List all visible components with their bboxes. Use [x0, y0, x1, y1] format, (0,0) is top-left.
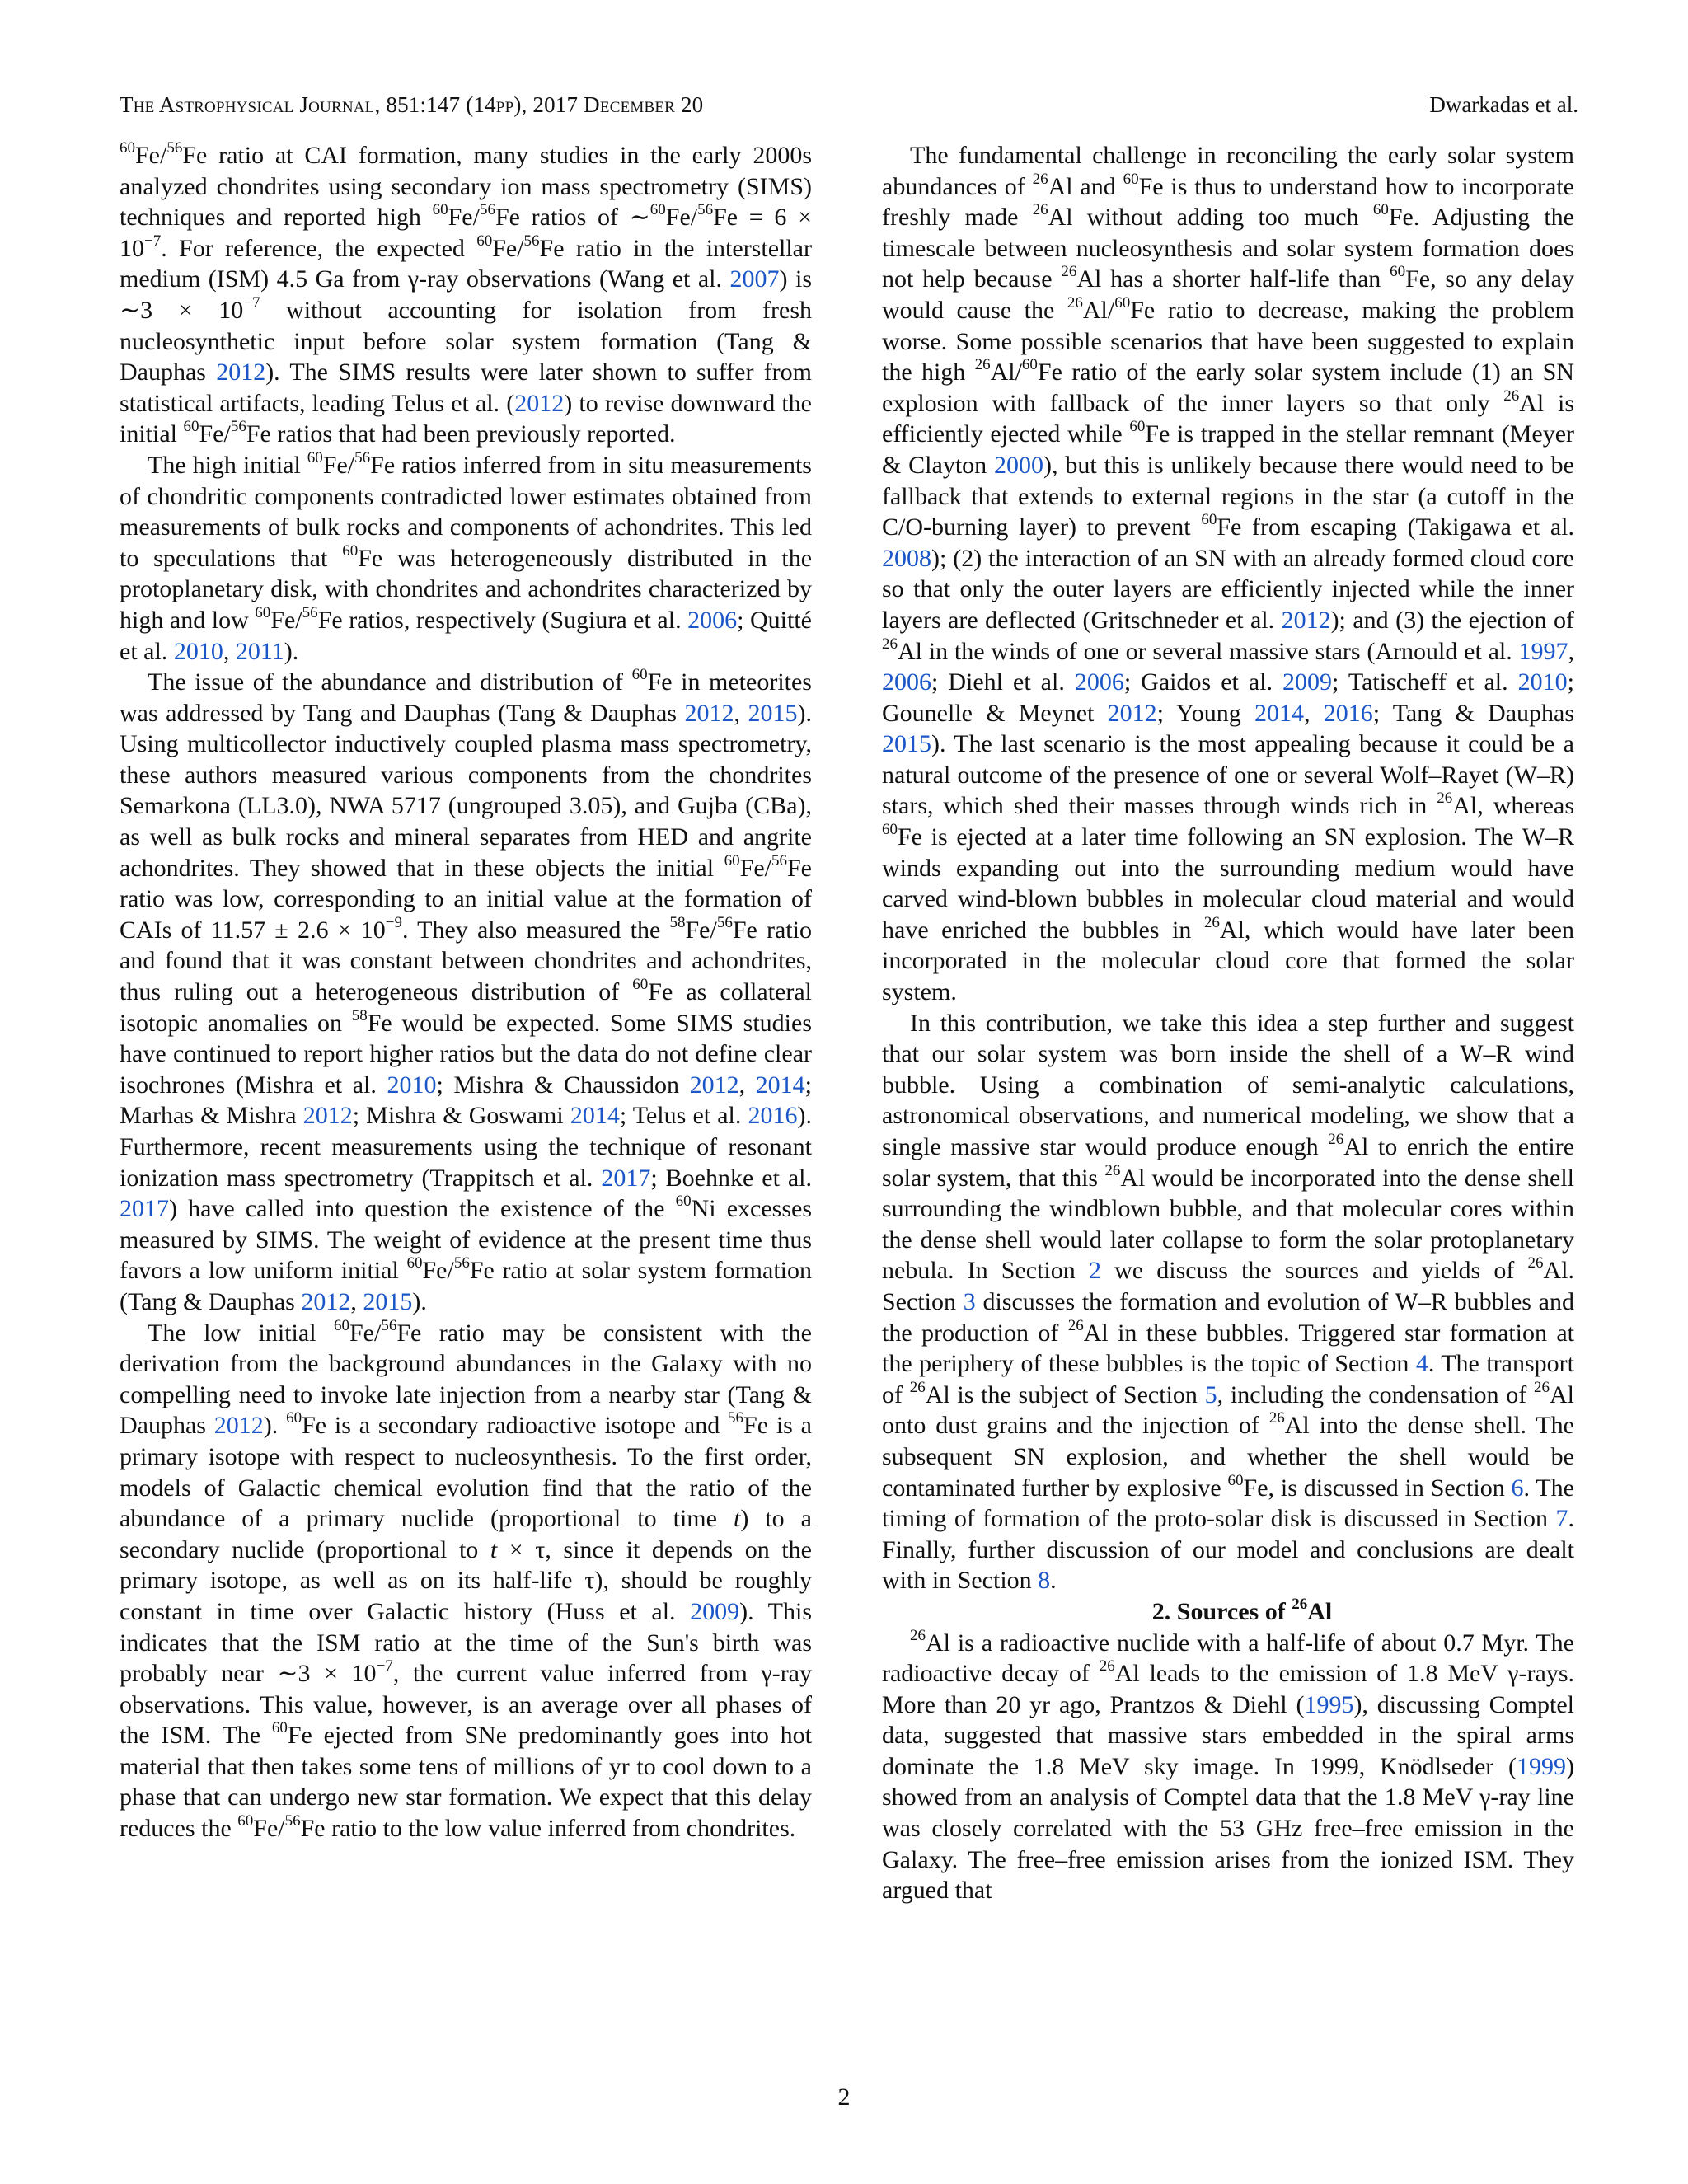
citation-link[interactable]: 2006	[882, 668, 931, 696]
superscript: 56	[771, 851, 787, 869]
superscript: 58	[351, 1006, 368, 1024]
citation-link[interactable]: 2009	[1282, 668, 1333, 696]
page-number: 2	[837, 2083, 851, 2111]
running-header	[120, 92, 1578, 118]
superscript: 26	[1032, 170, 1048, 188]
superscript: 56	[728, 1409, 744, 1427]
right-column	[882, 140, 1574, 1906]
superscript: 60	[1114, 293, 1131, 312]
citation-link[interactable]: 2000	[994, 451, 1043, 479]
citation-link[interactable]: 2015	[882, 730, 931, 758]
superscript: 60	[237, 1812, 254, 1830]
citation-link[interactable]: 1997	[1518, 637, 1568, 665]
superscript: 56	[453, 1254, 470, 1272]
paragraph: The issue of the abundance and distribution of $^{60}$Fe in meteorites was addressed by Tang and Dauphas (Tang & Dauphas 2012, 2015). Using multicollector inductively coupled plasma mass spectrometry, these authors measured various components from the chondrites Semarkona (LL3.0), NWA 5717 (ungrouped 3.05), and Gujba (CBa), as well as bulk rocks and mineral separates from HED and angrite achondrites. They showed that in these objects the initial $^{60}$Fe/$^{56}$Fe ratio was low, corresponding to an initial value at the formation of CAIs of $11.57 \pm 2.6 \times 10^{-9}$. They also measured the $^{58}$Fe/$^{56}$Fe ratio and found that it was constant between chondrites and achondrites, thus ruling out a heterogeneous distribution of $^{60}$Fe as collateral isotopic anomalies on $^{58}$Fe would be expected. Some SIMS studies have continued to report higher ratios but the data do not define clear isochrones (Mishra et al. 2010; Mishra & Chaussidon 2012, 2014; Marhas & Mishra 2012; Mishra & Goswami 2014; Telus et al. 2016). Furthermore, recent measurements using the technique of resonant ionization mass spectrometry (Trappitsch et al. 2017; Boehnke et al. 2017) have called into question the existence of the $^{60}$Ni excesses measured by SIMS. The weight of evidence at the present time thus favors a low uniform initial $^{60}$Fe/$^{56}$Fe ratio at solar system formation (Tang & Dauphas 2012, 2015).	[120, 666, 813, 1315]
superscript: 26	[1292, 1595, 1308, 1613]
superscript: 26	[910, 1626, 926, 1644]
superscript: 26	[882, 635, 898, 653]
citation-link[interactable]: 2015	[363, 1287, 413, 1315]
superscript: 26	[1527, 1254, 1544, 1272]
superscript: 60	[476, 232, 493, 250]
citation-link[interactable]: 1995	[1304, 1690, 1354, 1718]
citation-link[interactable]: 2009	[690, 1597, 740, 1625]
citation-link[interactable]: 2012	[301, 1287, 351, 1315]
citation-link[interactable]: 2012	[1107, 699, 1157, 727]
superscript: 60	[1129, 418, 1146, 436]
citation-link[interactable]: 2014	[755, 1071, 805, 1099]
citation-link[interactable]: 2017	[120, 1195, 169, 1223]
citation-link[interactable]: 2010	[1517, 668, 1568, 696]
superscript: 60	[406, 1254, 423, 1272]
paragraph: The fundamental challenge in reconciling the early solar system abundances of $^{26}$Al and $^{60}$Fe is thus to understand how to incorporate freshly made $^{26}$Al without adding too much $^{60}$Fe. Adjusting the timescale between nucleosynthesis and solar system formation does not help because $^{26}$Al has a shorter half-life than $^{60}$Fe, so any delay would cause the $^{26}$Al/$^{60}$Fe ratio to decrease, making the problem worse. Some possible scenarios that have been suggested to explain the high $^{26}$Al/$^{60}$Fe ratio of the early solar system include (1) an SN explosion with fallback of the inner layers so that only $^{26}$Al is efficiently ejected while $^{60}$Fe is trapped in the stellar remnant (Meyer & Clayton 2000), but this is unlikely because there would need to be fallback that extends to external regions in the star (a cutoff in the C/O-burning layer) to prevent $^{60}$Fe from escaping (Takigawa et al. 2008); (2) the interaction of an SN with an already formed cloud core so that only the outer layers are efficiently injected while the inner layers are deflected (Gritschneder et al. 2012); and (3) the ejection of $^{26}$Al in the winds of one or several massive stars (Arnould et al. 1997, 2006; Diehl et al. 2006; Gaidos et al. 2009; Tatischeff et al. 2010; Gounelle & Meynet 2012; Young 2014, 2016; Tang & Dauphas 2015). The last scenario is the most appealing because it could be a natural outcome of the presence of one or several Wolf–Rayet (W–R) stars, which shed their masses through winds rich in $^{26}$Al, whereas $^{60}$Fe is ejected at a later time following an SN explosion. The W–R winds expanding out into the surrounding medium would have carved wind-blown bubbles in molecular cloud material and would have enriched the bubbles in $^{26}$Al, which would have later been incorporated in the molecular cloud core that formed the solar system.	[882, 142, 1574, 1006]
superscript: 26	[1437, 790, 1453, 808]
superscript: 60	[334, 1316, 349, 1334]
running-authors: Dwarkadas et al.	[1429, 92, 1578, 117]
superscript: −7	[376, 1657, 393, 1675]
superscript: 56	[284, 1812, 301, 1830]
citation-link[interactable]: 3	[963, 1287, 976, 1315]
superscript: 26	[1268, 1409, 1285, 1427]
citation-link[interactable]: 2014	[1254, 699, 1304, 727]
superscript: 56	[479, 201, 495, 219]
citation-link[interactable]: 2012	[514, 389, 565, 417]
superscript: 56	[166, 139, 183, 157]
superscript: 26	[1067, 1316, 1084, 1334]
superscript: 60	[432, 201, 448, 219]
superscript: 26	[1503, 387, 1520, 405]
citation-link[interactable]: 8	[1038, 1567, 1051, 1595]
citation-link[interactable]: 2012	[689, 1071, 739, 1099]
citation-link[interactable]: 2017	[601, 1164, 651, 1192]
paragraph: The high initial $^{60}$Fe/$^{56}$Fe ratios inferred from in situ measurements of chondritic components contradicted lower estimates obtained from measurements of bulk rocks and components of achondrites. This led to speculations that $^{60}$Fe was heterogeneously distributed in the protoplanetary disk, with chondrites and achondrites characterized by high and low $^{60}$Fe/$^{56}$Fe ratios, respectively (Sugiura et al. 2006; Quitté et al. 2010, 2011).	[120, 448, 813, 665]
citation-link[interactable]: 2012	[1281, 606, 1331, 634]
superscript: 60	[649, 201, 666, 219]
superscript: −7	[243, 293, 260, 312]
superscript: 26	[1104, 1161, 1121, 1179]
superscript: 56	[302, 603, 318, 621]
citation-link[interactable]: 1999	[1517, 1752, 1566, 1780]
superscript: 26	[1067, 293, 1083, 312]
citation-link[interactable]: 2011	[235, 637, 284, 665]
superscript: 60	[1021, 356, 1038, 374]
citation-link[interactable]: 2010	[173, 637, 223, 665]
citation-link[interactable]: 2016	[1323, 699, 1373, 727]
superscript: 60	[183, 418, 199, 436]
superscript: 26	[1203, 913, 1220, 931]
superscript: 26	[909, 1378, 926, 1396]
superscript: 56	[230, 418, 246, 436]
citation-link[interactable]: 2016	[748, 1102, 798, 1130]
superscript: 60	[1201, 511, 1217, 529]
citation-link[interactable]: 2006	[687, 606, 738, 634]
superscript: 56	[716, 913, 733, 931]
superscript: 60	[286, 1409, 302, 1427]
section-heading: 2. Sources of $^{26}$Al	[1151, 1595, 1333, 1625]
superscript: 58	[669, 913, 686, 931]
paragraph: $^{26}$Al is a radioactive nuclide with a half-life of about 0.7 Myr. The radioactive decay of $^{26}$Al leads to the emission of 1.8 MeV γ-rays. More than 20 yr ago, Prantzos & Diehl (1995), discussing Comptel data, suggested that massive stars embedded in the spiral arms dominate the 1.8 MeV sky image. In 1999, Knödlseder (1999) showed from an analysis of Comptel data that the 1.8 MeV γ-ray line was closely correlated with the 53 GHz free–free emission in the Galaxy. The free–free emission arises from the ionized ISM. They argued that	[882, 1626, 1574, 1905]
citation-link[interactable]: 2012	[213, 1412, 264, 1440]
citation-link[interactable]: 2012	[216, 359, 266, 387]
superscript: 60	[307, 448, 323, 466]
citation-link[interactable]: 2006	[1074, 668, 1124, 696]
journal-citation: The Astrophysical Journal, 851:147 (14pp), 2017 December 20	[120, 92, 704, 117]
superscript: 60	[882, 821, 898, 839]
superscript: 60	[675, 1193, 692, 1211]
paragraph: $^{60}$Fe/$^{56}$Fe ratio at CAI formation, many studies in the early 2000s analyzed chondrites using secondary ion mass spectrometry (SIMS) techniques and reported high $^{60}$Fe/$^{56}$Fe ratios of ∼$^{60}$Fe/$^{56}$Fe = $6 \times 10^{-7}$. For reference, the expected $^{60}$Fe/$^{56}$Fe ratio in the interstellar medium (ISM) 4.5 Ga from γ-ray observations (Wang et al. 2007) is ∼3 × $10^{-7}$ without accounting for isolation from fresh nucleosynthetic input before solar system formation (Tang & Dauphas 2012). The SIMS results were later shown to suffer from statistical artifacts, leading Telus et al. (2012) to revise downward the initial $^{60}$Fe/$^{56}$Fe ratios that had been previously reported.	[120, 139, 813, 448]
superscript: 26	[1328, 1131, 1344, 1148]
citation-link[interactable]: 2014	[570, 1102, 620, 1130]
superscript: 60	[632, 976, 649, 994]
citation-link[interactable]: 4	[1415, 1350, 1428, 1378]
paragraph: The low initial $^{60}$Fe/$^{56}$Fe ratio may be consistent with the derivation from the background abundances in the Galaxy with no compelling need to invoke late injection from a nearby star (Tang & Dauphas 2012). $^{60}$Fe is a secondary radioactive isotope and $^{56}$Fe is a primary isotope with respect to nucleosynthesis. To the first order, models of Galactic chemical evolution find that the ratio of the abundance of a primary nuclide (proportional to time t) to a secondary nuclide (proportional to t × τ, since it depends on the primary isotope, as well as on its half-life τ), should be roughly constant in time over Galactic history (Huss et al. 2009). This indicates that the ISM ratio at the time of the Sun's birth was probably near ∼3 × $10^{-7}$, the current value inferred from γ-ray observations. This value, however, is an average over all phases of the ISM. The $^{60}$Fe ejected from SNe predominantly goes into hot material that then takes some tens of millions of yr to cool down to a phase that can undergo new star formation. We expect that this delay reduces the $^{60}$Fe/$^{56}$Fe ratio to the low value inferred from chondrites.	[120, 1316, 812, 1843]
superscript: 60	[342, 541, 359, 560]
paragraph: In this contribution, we take this idea a step further and suggest that our solar system was born inside the shell of a W–R wind bubble. Using a combination of semi-analytic calculations, astronomical observations, and numerical modeling, we show that a single massive star would produce enough $^{26}$Al to enrich the entire solar system, that this $^{26}$Al would be incorporated into the dense shell surrounding the windblown bubble, and that molecular cores within the dense shell would later collapse to form the solar protoplanetary nebula. In Section 2 we discuss the sources and yields of $^{26}$Al. Section 3 discusses the formation and evolution of W–R bubbles and the production of $^{26}$Al in these bubbles. Triggered star formation at the periphery of these bubbles is the topic of Section 4. The transport of $^{26}$Al is the subject of Section 5, including the condensation of $^{26}$Al onto dust grains and the injection of $^{26}$Al into the dense shell. The subsequent SN explosion, and whether the shell would be contaminated further by explosive $^{60}$Fe, is discussed in Section 6. The timing of formation of the proto-solar disk is discussed in Section 7. Finally, further discussion of our model and conclusions are dealt with in Section 8.	[882, 1009, 1575, 1595]
superscript: 26	[1032, 201, 1048, 219]
citation-link[interactable]: 2010	[387, 1071, 437, 1099]
citation-link[interactable]: 7	[1555, 1505, 1568, 1533]
superscript: 60	[1123, 170, 1139, 188]
superscript: 60	[255, 603, 271, 621]
left-column	[120, 140, 812, 1844]
superscript: 26	[974, 356, 991, 374]
superscript: −9	[385, 913, 402, 931]
superscript: 56	[697, 201, 714, 219]
superscript: 56	[523, 232, 540, 250]
citation-link[interactable]: 2012	[302, 1102, 353, 1130]
superscript: 60	[1372, 201, 1389, 219]
citation-link[interactable]: 2007	[729, 265, 780, 293]
superscript: 60	[631, 666, 648, 684]
superscript: 56	[354, 448, 371, 466]
superscript: 60	[1227, 1471, 1244, 1489]
superscript: 60	[1390, 263, 1406, 281]
superscript: 60	[120, 139, 135, 157]
citation-link[interactable]: 5	[1204, 1380, 1217, 1408]
citation-link[interactable]: 2008	[882, 544, 931, 572]
superscript: 60	[724, 851, 740, 869]
citation-link[interactable]: 2	[1088, 1257, 1101, 1285]
italic-symbol: t	[490, 1535, 498, 1563]
superscript: 60	[271, 1719, 288, 1737]
superscript: −7	[144, 232, 162, 250]
superscript: 56	[381, 1316, 397, 1334]
superscript: 26	[1061, 263, 1077, 281]
superscript: 26	[1533, 1378, 1550, 1396]
superscript: 26	[1099, 1657, 1115, 1675]
citation-link[interactable]: 2015	[748, 699, 798, 727]
italic-symbol: t	[733, 1505, 741, 1533]
citation-link[interactable]: 6	[1511, 1474, 1524, 1502]
citation-link[interactable]: 2012	[684, 699, 734, 727]
